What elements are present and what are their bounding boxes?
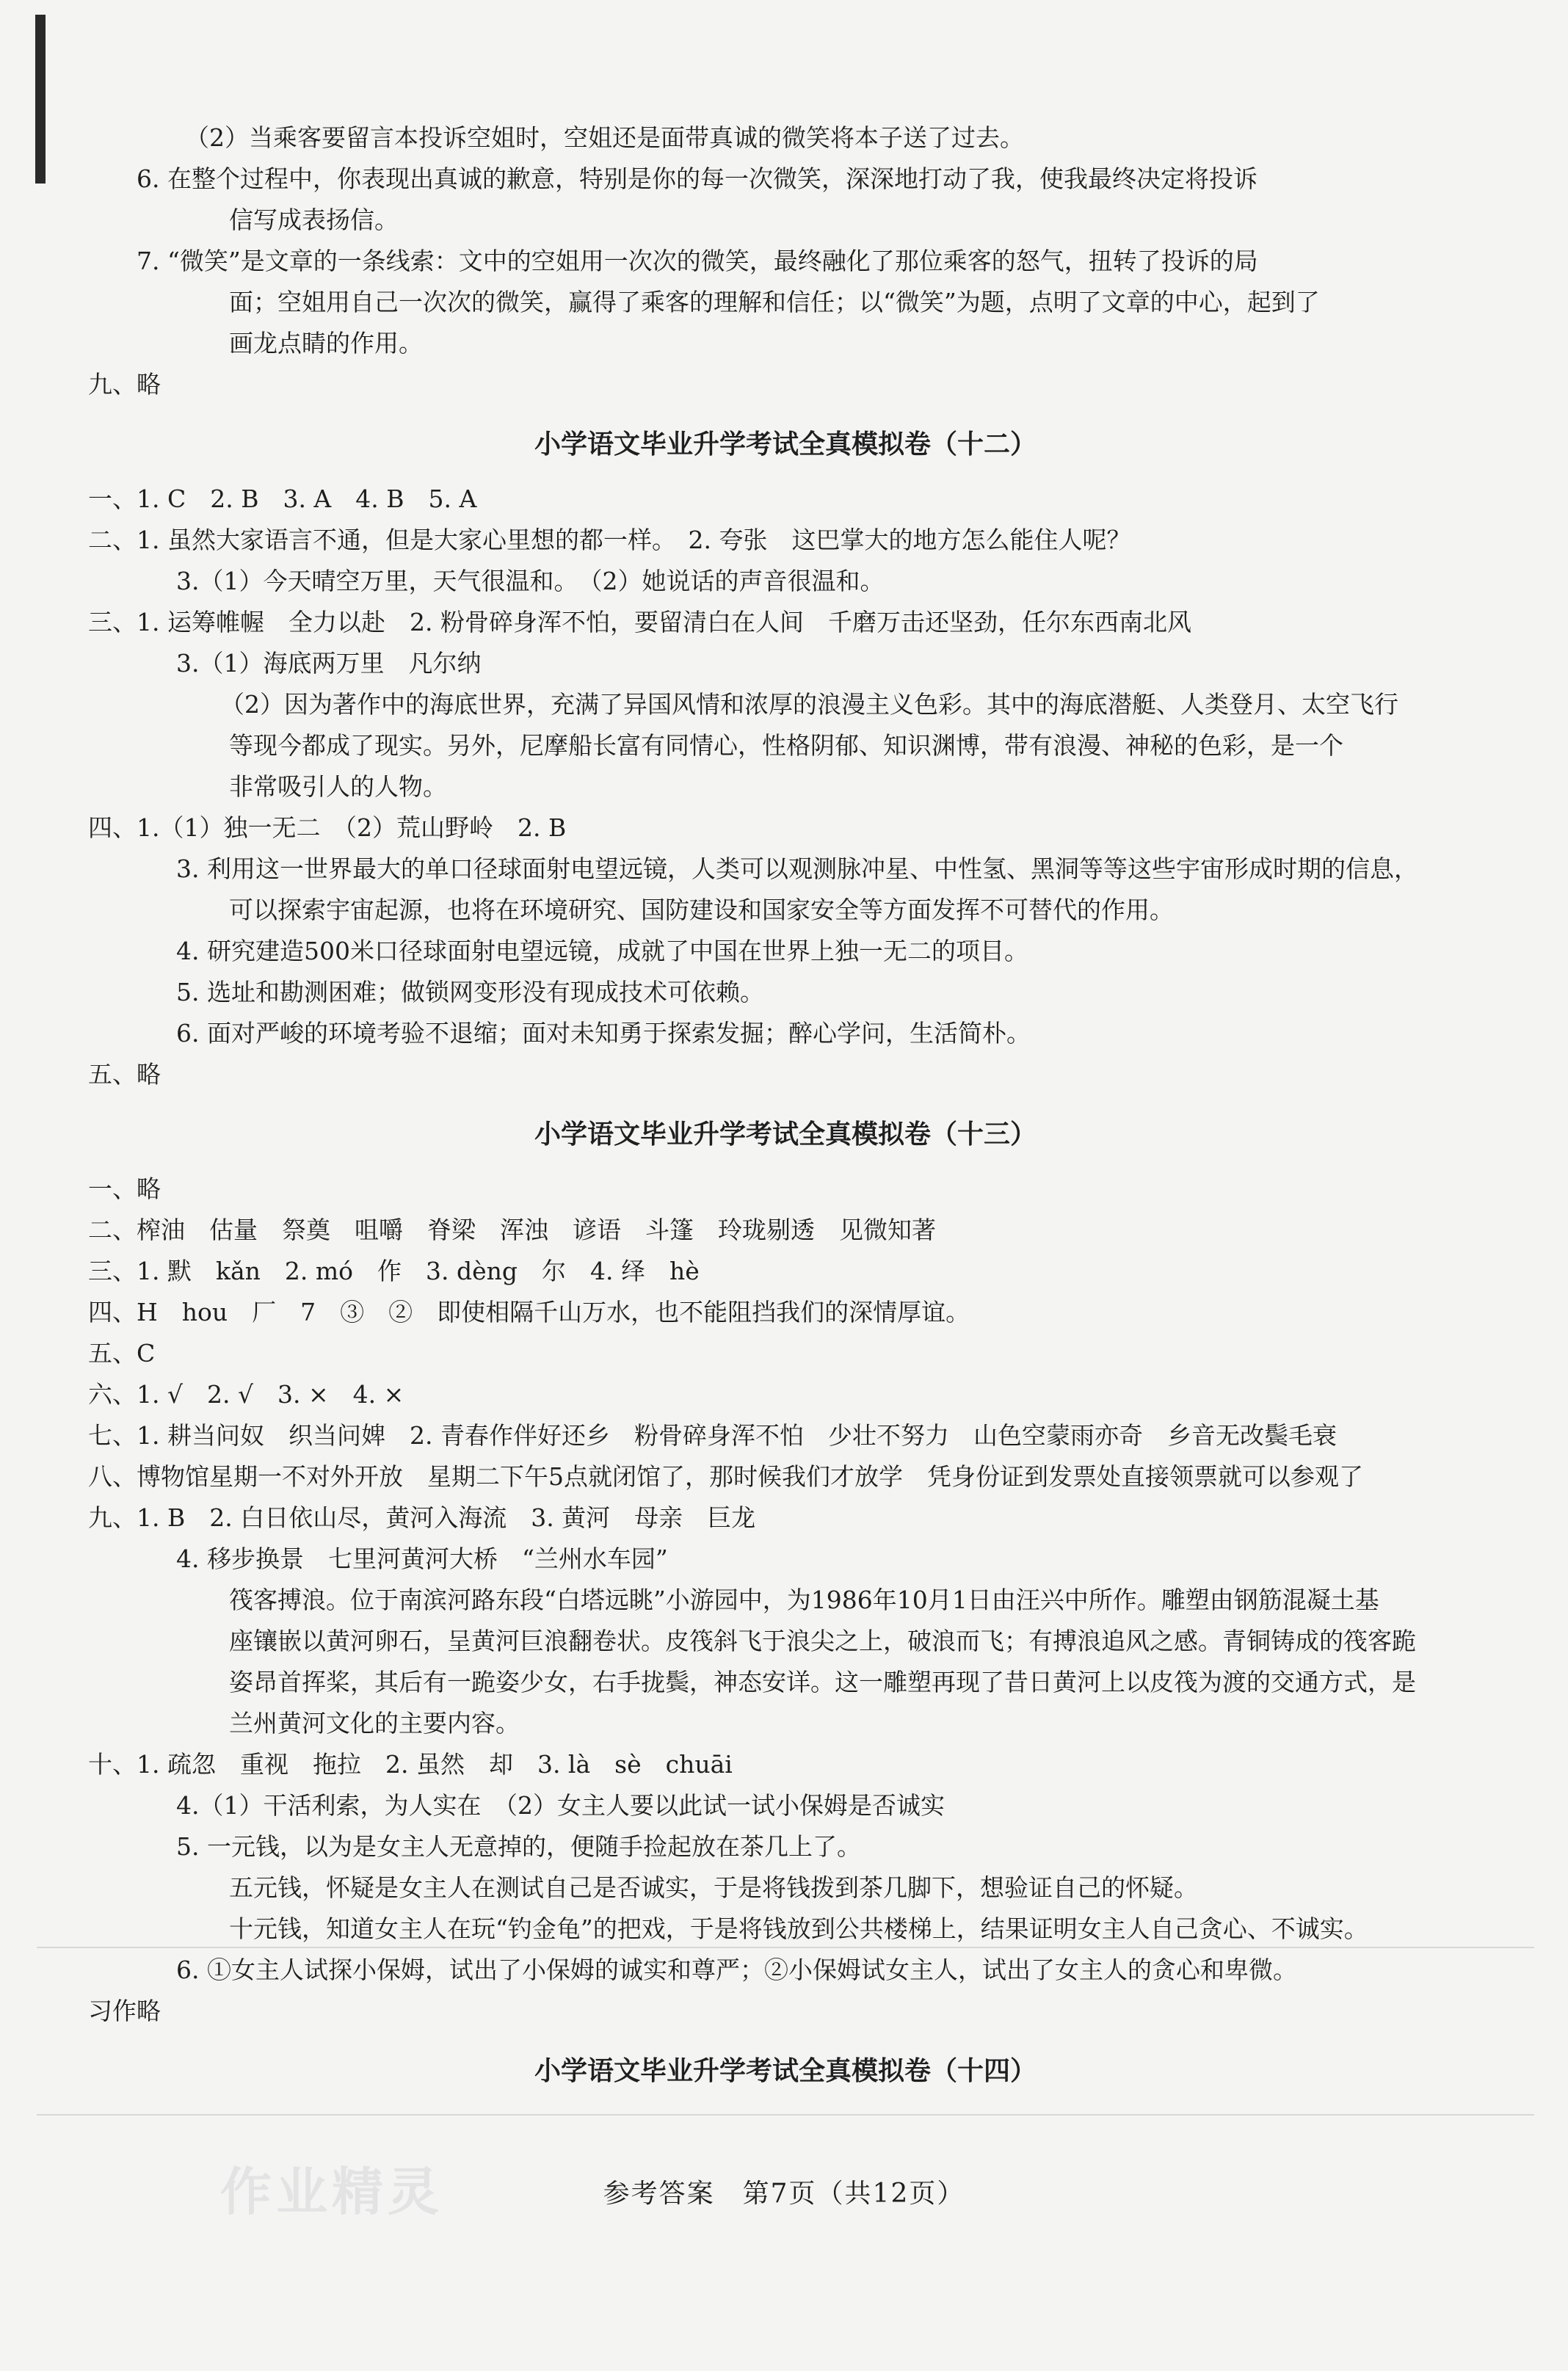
answer-line: 3.（1）今天晴空万里，天气很温和。 （2）她说话的声音很温和。 — [176, 567, 885, 595]
scan-edge-shadow — [35, 15, 46, 184]
answer-line: 六、1. √ 2. √ 3. × 4. × — [88, 1380, 404, 1409]
answer-line: 五、略 — [88, 1060, 161, 1089]
exam-12-answers — [88, 479, 1483, 1095]
answer-line: 非常吸引人的人物。 — [229, 772, 447, 801]
answer-line: 3. 利用这一世界最大的单口径球面射电望远镜，人类可以观测脉冲星、中性氢、黑洞等等这些宇宙形成时期的信息， — [176, 854, 1418, 883]
answer-line: 三、1. 默 kǎn 2. mó 作 3. dèng 尔 4. 绎 hè — [88, 1257, 700, 1285]
answer-line: 一、1. C 2. B 3. A 4. B 5. A — [88, 484, 477, 513]
answer-line: 画龙点睛的作用。 — [229, 329, 423, 357]
answer-line: （2）因为著作中的海底世界，充满了异国风情和浓厚的浪漫主义色彩。其中的海底潜艇、人类登月、太空飞行 — [220, 690, 1398, 719]
answer-line: 姿昂首挥桨，其后有一跪姿少女，右手拢鬓，神态安详。这一雕塑再现了昔日黄河上以皮筏为渡的交通方式，是 — [229, 1668, 1416, 1696]
answer-line: 筏客搏浪。位于南滨河路东段“白塔远眺”小游园中，为1986年10月1日由汪兴中所作。雕塑由钢筋混凝土基 — [229, 1586, 1379, 1614]
exam-title-12: 小学语文毕业升学考试全真模拟卷（十二） — [534, 429, 1037, 460]
exam-13-answers — [88, 1169, 1483, 2032]
answer-line: 四、H hou 厂 7 ③ ② 即使相隔千山万水，也不能阻挡我们的深情厚谊。 — [88, 1298, 970, 1326]
exam-title-14: 小学语文毕业升学考试全真模拟卷（十四） — [534, 2056, 1037, 2086]
answer-line: 可以探索宇宙起源，也将在环境研究、国防建设和国家安全等方面发挥不可替代的作用。 — [229, 896, 1174, 924]
answer-line: 4. 研究建造500米口径球面射电望远镜，成就了中国在世界上独一无二的项目。 — [176, 937, 1028, 965]
watermark: 作业精灵 — [220, 2162, 443, 2222]
answer-line: 一、略 — [88, 1174, 161, 1203]
answer-line: 十元钱，知道女主人在玩“钓金龟”的把戏，于是将钱放到公共楼梯上，结果证明女主人自己贪心、不诚实。 — [229, 1914, 1368, 1943]
answer-content — [88, 117, 1483, 2105]
answer-line: 九、1. B 2. 白日依山尽，黄河入海流 3. 黄河 母亲 巨龙 — [88, 1503, 756, 1532]
answer-line: 七、1. 耕当问奴 织当问婢 2. 青春作伴好还乡 粉骨碎身浑不怕 少壮不努力 山色空蒙雨亦奇 乡音无改鬓毛衰 — [88, 1421, 1337, 1450]
answer-line: 八、博物馆星期一不对外开放 星期二下午5点就闭馆了，那时候我们才放学 凭身份证到发票处直接领票就可以参观了 — [88, 1462, 1363, 1491]
section-previous — [88, 117, 1483, 405]
answer-line: 6. ①女主人试探小保姆，试出了小保姆的诚实和尊严；②小保姆试女主人，试出了女主人的贪心和卑微。 — [176, 1956, 1297, 1984]
exam-title-13: 小学语文毕业升学考试全真模拟卷（十三） — [534, 1119, 1037, 1150]
answer-line: 7. “微笑”是文章的一条线索：文中的空姐用一次次的微笑，最终融化了那位乘客的怒气，扭转了投诉的局 — [137, 247, 1258, 275]
answer-line: 二、1. 虽然大家语言不通，但是大家心里想的都一样。 2. 夸张 这巴掌大的地方怎么能住人呢？ — [88, 526, 1131, 554]
answer-line: 4.（1）干活利索，为人实在 （2）女主人要以此试一试小保姆是否诚实 — [176, 1791, 945, 1820]
answer-line: 面；空姐用自己一次次的微笑，赢得了乘客的理解和信任；以“微笑”为题，点明了文章的中心，起到了 — [229, 288, 1320, 316]
answer-line: 信写成表扬信。 — [229, 206, 399, 234]
answer-line: 五元钱，怀疑是女主人在测试自己是否诚实，于是将钱拨到茶几脚下，想验证自己的怀疑。 — [229, 1873, 1198, 1902]
page-footer: 参考答案 第7页（共12页） — [603, 2179, 965, 2209]
answer-line: 习作略 — [88, 1997, 161, 2025]
answer-line: 二、榨油 估量 祭奠 咀嚼 脊梁 浑浊 谚语 斗篷 玲珑剔透 见微知著 — [88, 1216, 936, 1244]
answer-line: 五、C — [88, 1339, 156, 1368]
answer-line: （2）当乘客要留言本投诉空姐时，空姐还是面带真诚的微笑将本子送了过去。 — [185, 123, 1024, 152]
answer-line: 座镶嵌以黄河卵石，呈黄河巨浪翻卷状。皮筏斜飞于浪尖之上，破浪而飞；有搏浪追风之感。青铜铸成的筏客跪 — [229, 1627, 1416, 1655]
answer-line: 4. 移步换景 七里河黄河大桥 “兰州水车园” — [176, 1544, 668, 1573]
answer-line: 兰州黄河文化的主要内容。 — [229, 1709, 520, 1738]
answer-line: 3.（1）海底两万里 凡尔纳 — [176, 649, 482, 678]
answer-line: 三、1. 运筹帷幄 全力以赴 2. 粉骨碎身浑不怕，要留清白在人间 千磨万击还坚劲，任尔东西南北风 — [88, 608, 1191, 636]
answer-line: 6. 面对严峻的环境考验不退缩；面对未知勇于探索发掘；醉心学问，生活简朴。 — [176, 1019, 1031, 1047]
answer-line: 九、略 — [88, 370, 161, 399]
page-crease — [37, 2114, 1534, 2116]
answer-line: 四、1.（1）独一无二 （2）荒山野岭 2. B — [88, 813, 567, 842]
answer-line: 等现今都成了现实。另外，尼摩船长富有同情心，性格阴郁、知识渊博，带有浪漫、神秘的色彩，是一个 — [229, 731, 1343, 760]
answer-line: 5. 一元钱，以为是女主人无意掉的，便随手捡起放在茶几上了。 — [176, 1832, 861, 1861]
answer-line: 5. 选址和勘测困难；做锁网变形没有现成技术可依赖。 — [176, 978, 764, 1006]
answer-line: 十、1. 疏忽 重视 拖拉 2. 虽然 却 3. là sè chuāi — [88, 1750, 733, 1779]
answer-line: 6. 在整个过程中，你表现出真诚的歉意，特别是你的每一次微笑，深深地打动了我，使我最终决定将投诉 — [137, 164, 1257, 193]
